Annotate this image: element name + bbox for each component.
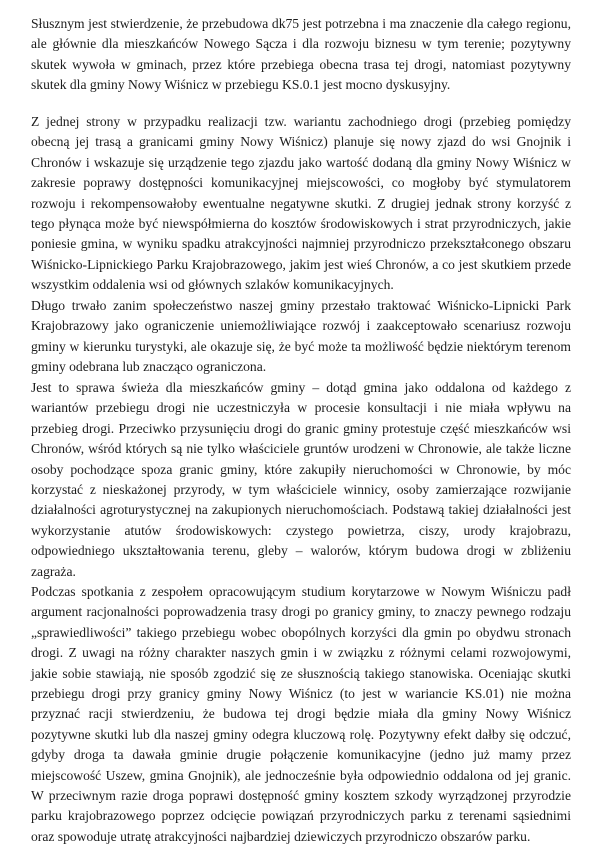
paragraph-3: Długo trwało zanim społeczeństwo naszej gminy przestało traktować Wiśnicko-Lipnicki Park Krajobrazowy jako ograniczenie uniemożliwiające rozwój i zaakceptowało scenariusz rozwoju gminy w kierunku turystyki, ale okazuje się, że być może ta możliwość będzie niektórym terenom gminy odebrana lub znacząco ograniczona.	[31, 298, 571, 375]
paragraph-2: Z jednej strony w przypadku realizacji tzw. wariantu zachodniego drogi (przebieg pomiędzy obecną jej trasą a granicami gminy Nowy Wiśnicz) planuje się nowy zjazd do wsi Gnojnik i Chronów i wskazuje się urządzenie tego zjazdu jako wartość dodaną dla gminy Nowy Wiśnicz w zakresie poprawy dostępności komunikacyjnej miejscowości, co mogłoby być stymulatorem rozwoju i rekompensowałoby ewentualne negatywne skutki. Z drugiej jednak strony korzyść z tego płynąca może być niewspółmierna do kosztów środowiskowych i strat przyrodniczych, jakie poniesie gmina, w wyniku spadku atrakcyjności najmniej przyrodniczo przekształconego obszaru Wiśnicko-Lipnickiego Parku Krajobrazowego, jakim jest wieś Chronów, a co jest skutkiem przede wszystkim oddalenia wsi od głównych szlaków komunikacyjnych.	[31, 114, 571, 293]
paragraph-5: Podczas spotkania z zespołem opracowującym studium korytarzowe w Nowym Wiśniczu padł argument racjonalności poprowadzenia trasy drogi po granicy gminy, to znaczy pewnego rodzaju „sprawiedliwości” takiego przebiegu wobec obopólnych korzyści dla gmin po obydwu stronach drogi. Z uwagi na różny charakter naszych gmin i w związku z różnymi celami rozwojowymi, jakie sobie stawiają, nie sposób zgodzić się ze słusznością takiego stanowiska. Oceniając skutki przebiegu drogi przy granicy gminy Nowy Wiśnicz (to jest w wariancie KS.01) nie można przyznać racji stwierdzeniu, że budowa tej drogi będzie miała dla gminy Nowy Wiśnicz pozytywne skutki lub dla naszej gminy odegra kluczową rolę. Pozytywny efekt dałby się odczuć, gdyby droga ta dawała gminie drugie połączenie komunikacyjne (jedno już mamy przez miejscowość Uszew, gmina Gnojnik), ale jednocześnie była odpowiednio oddalona od jej granic. W przeciwnym razie droga poprawi dostępność gminy kosztem szkody wyrządzonej przyrodzie parku krajobrazowego poprzez odcięcie powiązań przyrodniczych parku z terenami sąsiednimi oraz spowoduje utratę atrakcyjności najbardziej dziewiczych przyrodniczo obszarów parku.	[31, 584, 571, 844]
document-page	[31, 14, 571, 844]
paragraph-4: Jest to sprawa świeża dla mieszkańców gminy – dotąd gmina jako oddalona od każdego z wariantów przebiegu drogi nie uczestniczyła w procesie konsultacji i nie miała wpływu na przebieg drogi. Przeciwko przysunięciu drogi do granic gminy protestuje część mieszkańców wsi Chronów, wśród których są nie tylko właściciele gruntów urodzeni w Chronowie, ale także liczne osoby pochodzące spoza granic gminy, które zakupiły nieruchomości w Chronowie, by móc korzystać z nieskażonej przyrody, w tym właściciele winnicy, osoby zamierzające rozwijanie działalności agroturystycznej na zakupionych nieruchomościach. Podstawą takiej działalności jest wykorzystanie atutów środowiskowych: czystego powietrza, ciszy, urody krajobrazu, odpowiedniego ukształtowania terenu, gleby – walorów, którym budowa drogi w zbliżeniu zagraża.	[31, 380, 571, 579]
paragraph-1: Słusznym jest stwierdzenie, że przebudowa dk75 jest potrzebna i ma znaczenie dla całego regionu, ale głównie dla mieszkańców Nowego Sącza i dla rozwoju biznesu w tym terenie; pozytywny skutek wywoła w gminach, przez które przebiega obecna trasa tej drogi, natomiast pozytywny skutek dla gminy Nowy Wiśnicz w przebiegu KS.0.1 jest mocno dyskusyjny.	[31, 16, 571, 93]
